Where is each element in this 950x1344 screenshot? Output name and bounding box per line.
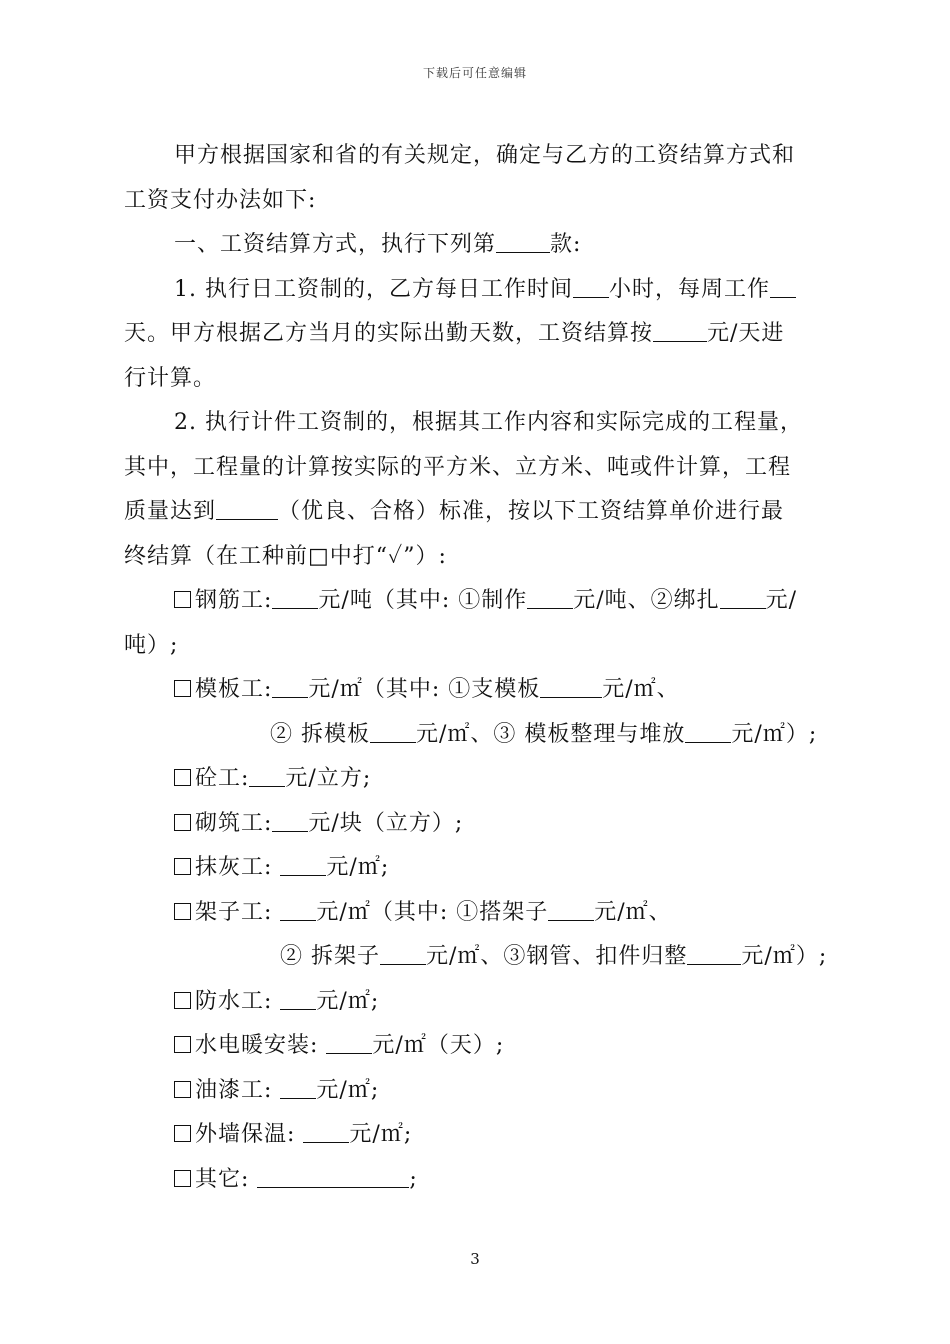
paragraph-line [124,134,844,179]
checkbox[interactable] [174,591,191,608]
text: 架子工: [195,899,281,925]
paragraph-line [124,935,844,980]
text: 终结算（在工种前□中打“✓”）: [124,543,447,569]
paragraph-line [124,223,844,268]
fill-blank[interactable] [573,277,609,298]
text: 水电暖安装: [195,1033,327,1058]
trade-item-masonry [124,802,844,847]
text: 元/㎡、③ 模板整理与堆放 [416,721,686,747]
checkbox[interactable] [174,814,191,831]
fill-blank[interactable] [272,588,318,609]
fill-blank[interactable] [280,1078,316,1099]
fill-blank[interactable] [249,766,285,787]
text: 小时，每周工作 [609,276,771,302]
fill-blank[interactable] [272,677,308,698]
paragraph-line [124,357,844,402]
text: 模板工: [195,677,273,702]
text: （优良、合格）标准，按以下工资结算单价进行最 [278,499,785,524]
text: 油漆工: [195,1077,281,1103]
text: 元/㎡、③钢管、扣件归整 [426,944,688,969]
text: 元/吨（其中: ①制作 [318,588,528,613]
text: 元/㎡; [326,855,390,880]
paragraph-line [124,268,844,313]
checkbox[interactable] [174,992,191,1009]
trade-item-scaffold [124,891,844,936]
paragraph-line [124,401,844,446]
fill-blank[interactable] [216,499,278,520]
paragraph-line [124,312,844,357]
text: 元/㎡（其中: ①支模板 [308,677,541,702]
text: 元/㎡（其中: ①搭架子 [316,899,549,925]
checkbox[interactable] [174,858,191,875]
text: 吨）; [124,632,179,658]
checkbox[interactable] [174,903,191,920]
fill-blank[interactable] [370,722,416,743]
fill-blank[interactable] [280,855,326,876]
fill-blank[interactable] [280,900,316,921]
paragraph-line [124,179,844,224]
text: 元/吨、②绑扎 [573,588,720,613]
text: 元/天进 [707,321,785,346]
text: 行计算。 [124,365,217,391]
fill-blank[interactable] [685,722,731,743]
document-body [124,134,844,1202]
fill-blank[interactable] [380,944,426,965]
trade-item-concrete [124,757,844,802]
text: 一、工资结算方式，执行下列第 [174,232,497,257]
fill-blank[interactable] [540,677,602,698]
page-number: 3 [470,1250,480,1268]
text: 砼工: [195,766,250,791]
text: ; [409,1166,418,1192]
fill-blank[interactable] [770,277,796,298]
fill-blank[interactable] [720,588,766,609]
checkbox[interactable] [174,1125,191,1142]
text: 其它: [195,1166,258,1192]
fill-blank[interactable] [272,811,308,832]
fill-blank[interactable] [303,1122,349,1143]
text: 元/ [765,588,798,613]
fill-blank[interactable] [496,232,550,253]
text: 甲方根据国家和省的有关规定，确定与乙方的工资结算方式和 [174,143,796,168]
text: 钢筋工: [195,588,273,613]
trade-item-other [124,1158,844,1203]
trade-item-plaster [124,846,844,891]
text: ② 拆架子 [280,944,380,969]
trade-item-waterproof [124,980,844,1025]
fill-blank[interactable] [687,944,741,965]
checkbox[interactable] [174,1036,191,1053]
text: 其中，工程量的计算按实际的平方米、立方米、吨或件计算，工程 [124,454,792,480]
trade-item-mep [124,1024,844,1069]
trade-item-rebar [124,579,844,624]
checkbox[interactable] [174,1170,191,1187]
text: 元/㎡、 [594,899,672,925]
text: 元/立方; [285,766,372,791]
text: 元/㎡; [316,1077,380,1103]
text: 工资支付办法如下: [124,187,317,213]
paragraph-line [124,624,844,669]
fill-blank[interactable] [257,1167,409,1188]
paragraph-line [124,535,844,580]
checkbox[interactable] [174,769,191,786]
text: 抹灰工: [195,855,281,880]
text: 防水工: [195,988,281,1014]
page-header: 下载后可任意编辑 [422,66,527,80]
trade-item-paint [124,1069,844,1114]
text: 外墙保温: [195,1122,304,1147]
text: 元/㎡; [316,988,380,1014]
paragraph-line [124,490,844,535]
text: ② 拆模板 [270,721,370,747]
fill-blank[interactable] [326,1033,372,1054]
paragraph-line [124,446,844,491]
text: 元/㎡; [349,1122,413,1147]
fill-blank[interactable] [280,989,316,1010]
trade-item-formwork [124,668,844,713]
text: 质量达到 [124,499,217,524]
fill-blank[interactable] [548,900,594,921]
text: 砌筑工: [195,810,273,836]
paragraph-line [124,713,844,758]
fill-blank[interactable] [527,588,573,609]
text: 元/㎡）; [741,944,828,969]
trade-item-insulation [124,1113,844,1158]
text: 元/㎡、 [602,677,680,702]
text: 天。甲方根据乙方当月的实际出勤天数，工资结算按 [124,321,654,346]
checkbox[interactable] [174,680,191,697]
text: 2. 执行计件工资制的，根据其工作内容和实际完成的工程量， [174,410,803,435]
text: 元/㎡）; [731,721,818,747]
fill-blank[interactable] [653,321,707,342]
text: 1. 执行日工资制的，乙方每日工作时间 [174,276,573,302]
checkbox[interactable] [174,1081,191,1098]
text: 元/㎡（天）; [372,1033,505,1058]
text: 元/块（立方）; [308,810,464,836]
text: 款: [550,232,582,257]
